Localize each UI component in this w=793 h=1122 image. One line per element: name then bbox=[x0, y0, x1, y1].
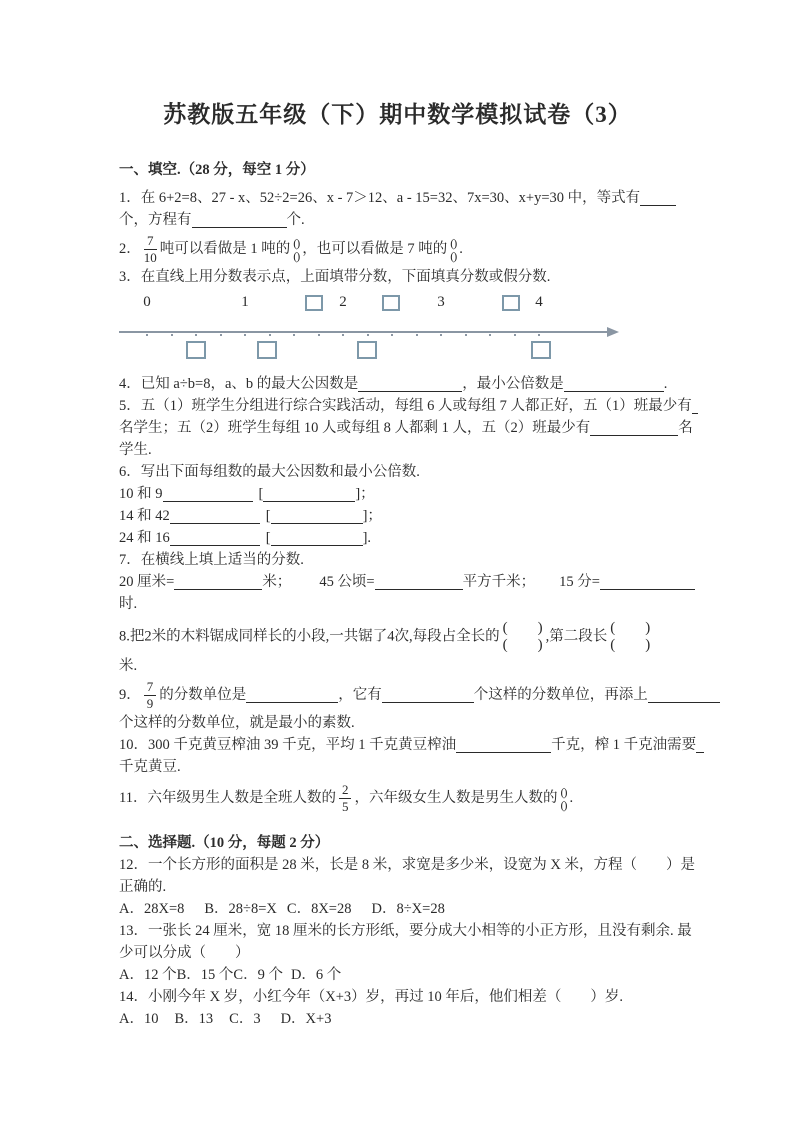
spacer bbox=[351, 912, 371, 913]
numberline-tick bbox=[293, 334, 295, 336]
q6-line0 bbox=[119, 461, 793, 483]
blank-underline bbox=[174, 575, 262, 590]
text-run: 少可以分成（ ） bbox=[119, 945, 250, 961]
text-run: ，也可以看做是 7 吨的 bbox=[302, 240, 448, 257]
text-run: A．12 个B．15 个C．9 个 bbox=[119, 967, 283, 983]
q11-line bbox=[119, 783, 793, 814]
spacer bbox=[184, 912, 204, 913]
fraction-denominator: () bbox=[293, 248, 300, 263]
numberline-label: 2 bbox=[339, 294, 347, 310]
exam-content bbox=[119, 159, 793, 1030]
text-run: 9． bbox=[119, 686, 141, 703]
text-run: 米； bbox=[262, 574, 292, 590]
text-run: C．8X=28 bbox=[286, 901, 352, 917]
text-run: 1．在 6+2=8、27 - x、52÷2=26、x - 7＞12、a - 15=32、7x=30、x+y=30 中，等式有 bbox=[119, 190, 641, 206]
page-title: 苏教版五年级（下）期中数学模拟试卷（3） bbox=[163, 102, 632, 127]
text-run: 学生. bbox=[119, 442, 152, 458]
text-run: 个，方程有 bbox=[119, 212, 192, 228]
text-run: A．10 bbox=[119, 1011, 159, 1027]
text-run: . bbox=[569, 789, 574, 806]
blank-underline bbox=[246, 688, 338, 703]
text-run: 吨可以看做是 1 吨的 bbox=[159, 240, 291, 257]
fraction bbox=[144, 680, 157, 711]
q6-line3 bbox=[119, 527, 793, 549]
text-run: 千克黄豆. bbox=[119, 759, 181, 775]
text-run: 个这样的分数单位，再添上 bbox=[473, 686, 648, 703]
fraction-numerator: 7 bbox=[144, 234, 157, 250]
q12-line2 bbox=[119, 876, 793, 898]
text-run: C．3 bbox=[229, 1011, 261, 1027]
text-run: 11．六年级男生人数是全班人数的 bbox=[119, 789, 336, 806]
fraction bbox=[339, 783, 352, 814]
spacer bbox=[213, 1022, 229, 1023]
fraction-denominator: 10 bbox=[143, 250, 157, 265]
spacer bbox=[535, 585, 559, 586]
numberline-tick bbox=[269, 334, 271, 336]
text-run: 2． bbox=[119, 240, 141, 257]
spacer bbox=[261, 1022, 281, 1023]
text-run: ，六年级女生人数是男生人数的 bbox=[354, 789, 558, 806]
text-run: [ bbox=[265, 508, 271, 524]
text-run: 个这样的分数单位，就是最小的素数. bbox=[119, 715, 355, 731]
section1-heading: 一、填空.（28 分，每空 1 分） bbox=[119, 162, 315, 178]
q10-line1 bbox=[119, 734, 793, 756]
text-run: [ bbox=[265, 530, 271, 546]
numberline-tick bbox=[146, 334, 148, 336]
numberline-tick bbox=[514, 334, 516, 336]
numberline-answer-box-below bbox=[357, 341, 377, 359]
text-run: 米. bbox=[119, 658, 138, 674]
text-run: B．28÷8=X bbox=[204, 901, 277, 917]
text-run: 20 厘米= bbox=[119, 574, 175, 590]
text-run: 12．一个长方形的面积是 28 米，长是 8 米，求宽是多少米，设宽为 X 米，方程（ ）是 bbox=[119, 857, 695, 873]
fraction bbox=[144, 234, 157, 265]
numberline-tick bbox=[538, 334, 540, 336]
text-run: 5．五（1）班学生分组进行综合实践活动，每组 6 人或每组 7 人都正好，五（1）班最少有 bbox=[119, 398, 692, 414]
text-run: 个. bbox=[286, 212, 305, 228]
numberline-answer-box-below bbox=[186, 341, 206, 359]
fraction-denominator: 9 bbox=[146, 696, 154, 711]
q6-line1 bbox=[119, 483, 793, 505]
fraction-numerator: () bbox=[450, 235, 457, 250]
numberline-answer-box-above bbox=[305, 295, 323, 311]
text-run: 10．300 千克黄豆榨油 39 千克，平均 1 千克黄豆榨油 bbox=[119, 737, 457, 753]
fraction-denominator: ( ) bbox=[610, 637, 651, 653]
q13-line3 bbox=[119, 964, 793, 986]
text-run: . bbox=[459, 240, 463, 257]
numberline-label: 1 bbox=[241, 294, 249, 310]
q14-line2 bbox=[119, 1008, 793, 1030]
text-run: 3．在直线上用分数表示点，上面填带分数，下面填真分数或假分数. bbox=[119, 269, 551, 285]
numberline-arrowhead-icon bbox=[607, 327, 619, 337]
q5-line2 bbox=[119, 417, 793, 439]
q8-line2 bbox=[119, 655, 793, 677]
spacer bbox=[277, 912, 287, 913]
blank-underline bbox=[564, 377, 664, 392]
text-run: 45 公顷= bbox=[319, 574, 375, 590]
q3-line bbox=[119, 266, 793, 288]
section2-heading: 二、选择题.（10 分，每题 2 分） bbox=[119, 835, 330, 851]
numberline-answer-box-below bbox=[257, 341, 277, 359]
text-run: 14 和 42 bbox=[119, 508, 170, 524]
text-run: 14．小刚今年 X 岁，小红今年（X+3）岁，再过 10 年后，他们相差（ ）岁. bbox=[119, 989, 623, 1005]
text-run: . bbox=[663, 376, 668, 392]
numberline-tick bbox=[220, 334, 222, 336]
blank-underline bbox=[600, 575, 695, 590]
q9-line1 bbox=[119, 680, 793, 711]
numberline-label: 4 bbox=[535, 294, 543, 310]
text-run: 6．写出下面每组数的最大公因数和最小公倍数. bbox=[119, 464, 420, 480]
q7-line2 bbox=[119, 593, 793, 615]
q2-line bbox=[119, 234, 793, 265]
q13-line1 bbox=[119, 920, 793, 942]
text-run: ]； bbox=[362, 508, 382, 524]
fraction-numerator: () bbox=[293, 235, 300, 250]
fraction-numerator: 7 bbox=[144, 680, 157, 696]
q1-line2 bbox=[119, 209, 793, 231]
numberline-tick bbox=[367, 334, 369, 336]
numberline-tick bbox=[318, 334, 320, 336]
numberline-answer-box-above bbox=[382, 295, 400, 311]
text-run: D．6 个 bbox=[290, 967, 342, 983]
text-run: ]； bbox=[355, 486, 375, 502]
text-run: 13．一张长 24 厘米，宽 18 厘米的长方形纸，要分成大小相等的小正方形，且没有剩余. 最 bbox=[119, 923, 692, 939]
text-run: 15 分= bbox=[559, 574, 600, 590]
text-run: ，最小公倍数是 bbox=[462, 376, 564, 392]
numberline-tick bbox=[440, 334, 442, 336]
text-run: 千克，榨 1 千克油需要 bbox=[551, 737, 697, 753]
text-run: 24 和 16 bbox=[119, 530, 170, 546]
spacer bbox=[283, 978, 291, 979]
numberline-tick bbox=[391, 334, 393, 336]
blank-underline bbox=[271, 509, 363, 524]
numberline-tick bbox=[465, 334, 467, 336]
fraction-denominator: ( ) bbox=[502, 637, 543, 653]
text-run: A．28X=8 bbox=[119, 901, 185, 917]
q7-line1 bbox=[119, 571, 793, 593]
text-run: 10 和 9 bbox=[119, 486, 163, 502]
paren-fraction bbox=[610, 620, 650, 654]
text-run: D．8÷X=28 bbox=[371, 901, 445, 917]
fraction-denominator: 5 bbox=[341, 799, 349, 814]
numberline-tick bbox=[171, 334, 173, 336]
numberline-label: 0 bbox=[143, 294, 151, 310]
numberline-figure bbox=[119, 293, 649, 369]
q5-line3 bbox=[119, 439, 793, 461]
numberline-tick bbox=[416, 334, 418, 336]
numberline-tick bbox=[244, 334, 246, 336]
blank-underline bbox=[358, 377, 462, 392]
q1-line1 bbox=[119, 187, 793, 209]
fraction-numerator: 2 bbox=[339, 783, 352, 799]
q9-line2 bbox=[119, 712, 793, 734]
fraction-numerator: () bbox=[560, 784, 567, 799]
q7-line0 bbox=[119, 549, 793, 571]
fraction-denominator: () bbox=[560, 797, 567, 812]
blank-underline bbox=[375, 575, 463, 590]
blank-underline bbox=[456, 738, 551, 753]
paren-fraction bbox=[450, 237, 456, 263]
blank-underline bbox=[163, 487, 253, 502]
q5-line1 bbox=[119, 395, 793, 417]
numberline-tick bbox=[342, 334, 344, 336]
text-run: ,第二段长 bbox=[545, 628, 608, 645]
blank-underline bbox=[170, 531, 260, 546]
blank-underline bbox=[696, 738, 704, 753]
q4-line bbox=[119, 373, 793, 395]
blank-underline bbox=[692, 399, 698, 414]
numberline-answer-box-below bbox=[531, 341, 551, 359]
text-run: 4．已知 a÷b=8，a、b 的最大公因数是 bbox=[119, 376, 359, 392]
numberline-label: 3 bbox=[437, 294, 445, 310]
paren-fraction bbox=[503, 620, 543, 654]
text-run: B．13 bbox=[174, 1011, 214, 1027]
q10-line2 bbox=[119, 756, 793, 778]
text-run: 名 bbox=[678, 420, 693, 436]
q6-line2 bbox=[119, 505, 793, 527]
q13-line2 bbox=[119, 942, 793, 964]
numberline-answer-box-above bbox=[502, 295, 520, 311]
text-run: 正确的. bbox=[119, 879, 167, 895]
text-run: [ bbox=[258, 486, 264, 502]
text-run: ，它有 bbox=[338, 686, 382, 703]
paren-fraction bbox=[293, 237, 299, 263]
blank-underline bbox=[382, 688, 474, 703]
numberline-tick bbox=[195, 334, 197, 336]
numberline-axis bbox=[119, 331, 608, 333]
fraction-numerator: ( ) bbox=[610, 620, 651, 636]
blank-underline bbox=[271, 531, 363, 546]
spacer bbox=[291, 585, 319, 586]
text-run: 的分数单位是 bbox=[159, 686, 247, 703]
blank-underline bbox=[640, 191, 676, 206]
text-run: 7．在横线上填上适当的分数. bbox=[119, 552, 304, 568]
fraction-numerator: ( ) bbox=[502, 620, 543, 636]
text-run: 8.把2米的木料锯成同样长的小段,一共锯了4次,每段占全长的 bbox=[119, 628, 500, 645]
paren-fraction bbox=[560, 786, 566, 812]
fraction-denominator: () bbox=[450, 248, 457, 263]
q14-line1 bbox=[119, 986, 793, 1008]
numberline-tick bbox=[489, 334, 491, 336]
spacer bbox=[158, 1022, 174, 1023]
q12-line3 bbox=[119, 898, 793, 920]
q12-line1 bbox=[119, 854, 793, 876]
blank-underline bbox=[263, 487, 355, 502]
blank-underline bbox=[648, 688, 720, 703]
q8-line1 bbox=[119, 620, 793, 654]
text-run: D．X+3 bbox=[280, 1011, 332, 1027]
text-run: 时. bbox=[119, 596, 138, 612]
text-run: 名学生；五（2）班学生每组 10 人或每组 8 人都剩 1 人，五（2）班最少有 bbox=[119, 420, 591, 436]
text-run: 平方千米； bbox=[462, 574, 536, 590]
text-run: ]. bbox=[362, 530, 372, 546]
blank-underline bbox=[192, 213, 287, 228]
blank-underline bbox=[170, 509, 260, 524]
blank-underline bbox=[590, 421, 678, 436]
